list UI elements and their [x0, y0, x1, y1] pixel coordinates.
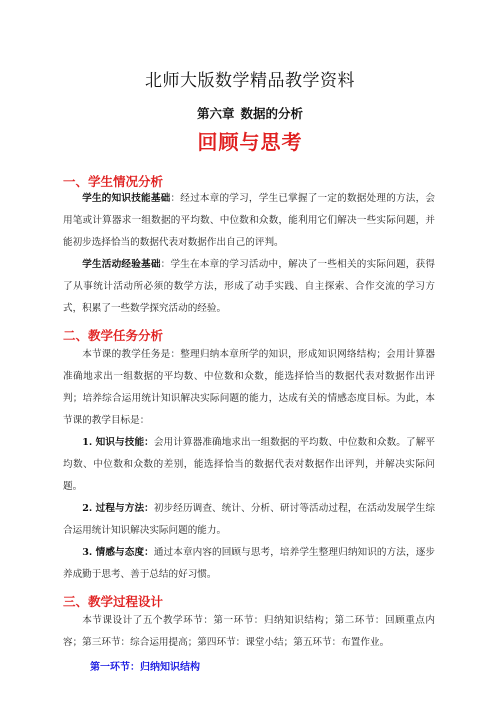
paragraph-process-intro: 本节课设计了五个教学环节：第一环节：归纳知识结构；第二环节：回顾重点内容；第三环节：综合运用提高；第四环节：课堂小结；第五环节：布置作业。: [63, 615, 435, 648]
paragraph-label: 学生活动经验基础: [82, 259, 161, 270]
goal-text: 初步经历调查、统计、分析、研讨等活动过程，在活动发展学生综合运用统计知识解决实际问题的能力。: [63, 503, 435, 536]
paragraph-text: ：学生在本章的学习活动中，解决了一些相关的实际问题，获得了从事统计活动所必须的数学方法，形成了动手实践、自主探索、合作交流的学习方式，积累了一些数学探究活动的经验。: [63, 259, 436, 314]
goal-label: 2. 过程与方法：: [82, 503, 154, 514]
lesson-title: 回顾与思考: [197, 130, 303, 154]
goal-label: 1. 知识与技能：: [82, 437, 154, 448]
section-heading-student-analysis: 一、学生情况分析: [63, 174, 164, 189]
goal-text: 会用计算器准确地求出一组数据的平均数、中位数和众数。了解平均数、中位数和众数的差别，能选择恰当的数据代表对数据作出评判，并解决实际问题。: [63, 437, 435, 492]
paragraph-knowledge-base: [63, 188, 435, 254]
section-heading-process-design: 三、教学过程设计: [63, 594, 164, 609]
goal-emotion-attitude: [63, 542, 435, 586]
chapter-title: [0, 104, 500, 122]
goal-text: 通过本章内容的回顾与思考，培养学生整理归纳知识的方法，逐步养成勤于思考、善于总结的好习惯。: [63, 547, 435, 580]
sub-heading-step-one: 第一环节：归纳知识结构: [90, 662, 200, 673]
document-main-title: 北师大版数学精品教学资料: [145, 71, 355, 91]
chapter-number: 第六章: [196, 106, 235, 121]
paragraph-text: ：经过本章的学习，学生已掌握了一定的数据处理的方法，会用笔或计算器求一组数据的平均数、中位数和众数，能利用它们解决一些实际问题，并能初步选择恰当的数据代表对数据作出自己的评判。: [63, 193, 436, 248]
goal-knowledge-skills: [63, 432, 435, 498]
section-heading-task-analysis: 二、教学任务分析: [63, 328, 164, 343]
paragraph-task-intro: 本节课的教学任务是：整理归纳本章所学的知识，形成知识网络结构；会用计算器准确地求出一组数据的平均数、中位数和众数，能选择恰当的数据代表对数据作出评判；培养综合运用统计知识解决实际问题的能力，达成有关的情感态度目标。为此，本节课的教学目标是：: [63, 349, 435, 426]
paragraph-label: 学生的知识技能基础: [82, 193, 171, 204]
paragraph-activity-experience: [63, 254, 435, 320]
chapter-name: 数据的分析: [240, 106, 304, 121]
goal-process-method: [63, 498, 435, 542]
goal-label: 3. 情感与态度：: [82, 547, 154, 558]
